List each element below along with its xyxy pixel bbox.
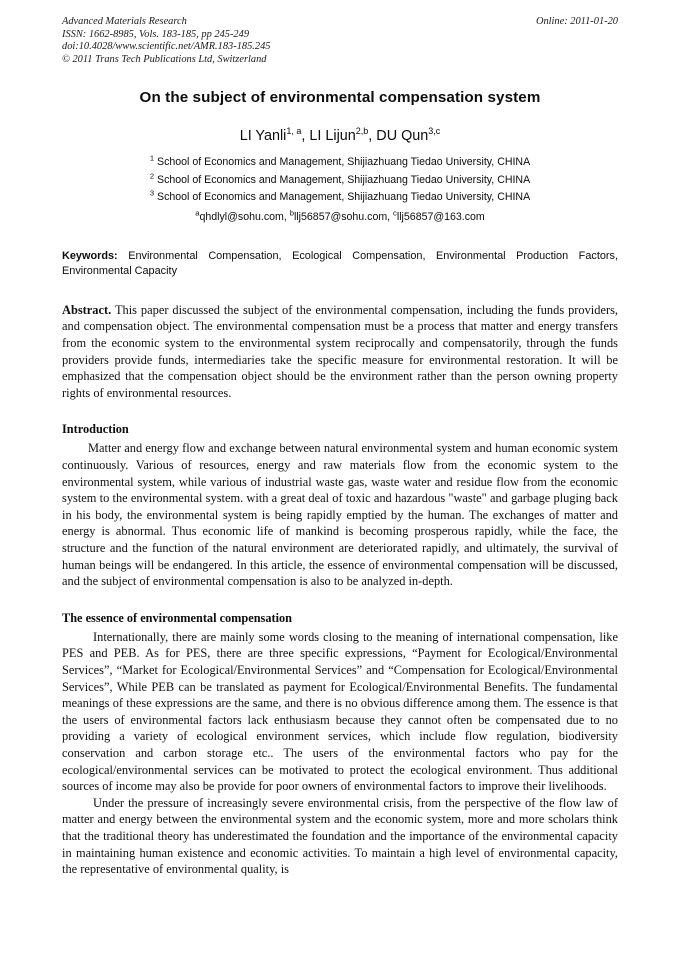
author-name-2: LI Lijun [309,128,356,145]
email-marker-1: a [195,208,200,218]
email-list [62,210,618,225]
author-separator-2: , [368,128,377,145]
abstract-block [62,302,618,402]
author-name-1: LI Yanli [239,128,287,145]
page-title: On the subject of environmental compensation system [139,89,541,107]
paragraph: Internationally, there are mainly some words closing to the meaning of international compensation, like PES and PEB. As for PES, there are three specific expressions, “Payment for Ecological/Environmental Services”, “Market for Ecological/Environmental Services” and “Compensation for Ecological/Environmental Services”, While PEB can be translated as payment for Ecological/Environmental Benefits. The fundamental meanings of these expressions are the same, and there is no obvious difference among them. The essence is that the users of environmental factors lack enthusiasm because they cannot often be compensated due to no providing a variety of ecological environment services, which include flow regulation, biodiversity conservation and carbon storage etc.. The users of the environmental factors who pay for the ecological/environmental services can be motivated to protect the ecological environment. Thus additional sources of income may also be provide for poor owners of environmental factors to improve their livelihoods. [62,629,618,794]
email-address-3[interactable]: llj56857@163.com [396,210,485,223]
journal-header [62,16,618,66]
paragraph: Matter and energy flow and exchange between natural environmental system and human economic system continuously. Various of resources, energy and raw materials flow from the economic system to the environmental system, while various of industrial waste gas, waste water and residue flow from the economic system to the environmental system. with a great deal of toxic and hazardous "waste" and garbage pluging back in his body, the environmental system is being rapidly emptied by the human. The exchanges of matter and energy is abnormal. Thus economic life of mankind is becoming prosperous rapidly, while the face, the structure and the function of the natural environment are deteriorated rapidly, and ultimately, the survival of human beings will be endangered. In this article, the essence of environmental compensation will be discussed, and the subject of environmental compensation is also to be analyzed in-depth. [62,441,618,589]
affiliation-marker-2: 2 [149,171,155,181]
keywords-label: Keywords: [62,249,118,262]
affiliation-text-1: School of Economics and Management, Shijiazhuang Tiedao University, CHINA [154,156,531,169]
affiliation-marker-1: 1 [149,153,155,163]
affiliation-marker-3: 3 [149,188,155,198]
doi-line: doi:10.4028/www.scientific.net/AMR.183-185.245 [62,41,271,53]
affiliation-text-2: School of Economics and Management, Shijiazhuang Tiedao University, CHINA [154,173,531,186]
section-essence [62,610,618,878]
page-content [62,16,618,878]
author-list [62,127,618,145]
author-sup-2: 2,b [355,126,369,137]
keywords-text: Environmental Compensation, Ecological Compensation, Environmental Production Factors, Environmental Capacity [62,249,618,278]
email-address-2[interactable]: llj56857@sohu.com, [293,210,394,223]
abstract-text: This paper discussed the subject of the environmental compensation, including the funds providers, and compensation object. The environmental compensation must be a process that matter and energy transfers from the economic system to the environmental system reciprocally and compensatorily, through the funds providers provide funds, intermediaries take the specific measure for environmental restoration. It will be emphasized that the compensation object should be the environment rather than the person owning property rights of environmental resources. [62,302,618,400]
affiliation-text-3: School of Economics and Management, Shijiazhuang Tiedao University, CHINA [154,191,531,204]
affiliation-1 [62,154,618,172]
section-heading-introduction: Introduction [62,422,129,437]
email-marker-2: b [289,208,294,218]
email-address-1[interactable]: qhdlyl@sohu.com, [199,210,290,223]
author-separator-1: , [301,128,310,145]
author-sup-3: 3,c [428,126,441,137]
paragraph: Under the pressure of increasingly severe environmental crisis, from the perspective of the flow law of matter and energy between the environmental system and the economic system, more and more scholars think that the traditional theory has underestimated the foundation and the importance of the environmental capacity in maintaining human existence and economic activities. To maintain a high level of environmental capacity, the representative of environmental quality, is [62,795,618,877]
section-heading-essence: The essence of environmental compensation [62,610,292,625]
email-marker-3: c [393,208,397,218]
copyright-line: © 2011 Trans Tech Publications Ltd, Switzerland [62,53,267,65]
affiliation-list [62,154,618,207]
online-date: Online: 2011-01-20 [535,16,618,27]
issn-line: ISSN: 1662-8985, Vols. 183-185, pp 245-249 [62,28,250,40]
author-sup-1: 1, a [286,126,302,137]
abstract-label: Abstract. [62,302,112,317]
section-introduction [62,421,618,589]
affiliation-3 [62,189,618,207]
author-name-3: DU Qun [376,128,429,145]
affiliation-2 [62,172,618,190]
journal-name: Advanced Materials Research [62,16,187,27]
keywords-block [62,249,618,280]
